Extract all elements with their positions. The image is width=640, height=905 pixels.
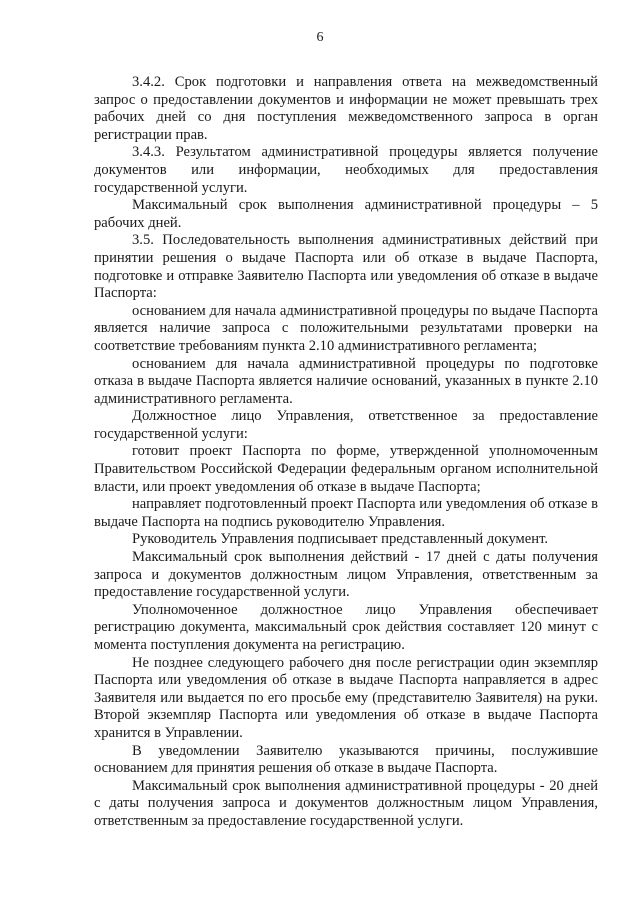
paragraph-basis-issue: основанием для начала административной процедуры по выдаче Паспорта является наличие запроса с положительными результатами проверки на соответствие требованиям пункта 2.10 административного регламента; xyxy=(94,302,598,354)
paragraph-max-term-17-days: Максимальный срок выполнения действий - 17 дней с даты получения запроса и документов должностным лицом Управления, ответственным за предоставление государственной услуги. xyxy=(94,549,598,601)
paragraph-max-term-5-days: Максимальный срок выполнения административной процедуры – 5 рабочих дней. xyxy=(94,197,598,231)
paragraph-basis-refusal: основанием для начала административной процедуры по подготовке отказа в выдаче Паспорта является наличие оснований, указанных в пункте 2.10 административного регламента. xyxy=(94,355,598,407)
paragraph-sends-for-signature: направляет подготовленный проект Паспорта или уведомления об отказе в выдаче Паспорта на подпись руководителю Управления. xyxy=(94,496,598,530)
paragraph-registration: Уполномоченное должностное лицо Управления обеспечивает регистрацию документа, максимальный срок действия составляет 120 минут с момента поступления документа на регистрацию. xyxy=(94,601,598,653)
paragraph-head-signs: Руководитель Управления подписывает представленный документ. xyxy=(132,531,548,548)
paragraph-3-4-2: 3.4.2. Срок подготовки и направления ответа на межведомственный запрос о предоставлении документов и информации не может превышать трех рабочих дней со дня поступления межведомственного запроса в орган регистрации прав. xyxy=(94,74,598,143)
paragraph-3-4-3: 3.4.3. Результатом административной процедуры является получение документов или информации, необходимых для предоставления государственной услуги. xyxy=(94,144,598,196)
paragraph-3-5: 3.5. Последовательность выполнения административных действий при принятии решения о выдаче Паспорта или об отказе в выдаче Паспорта, подготовке и отправке Заявителю Паспорта или уведомления об отказе в выдаче Паспорта: xyxy=(94,232,598,302)
paragraph-max-term-20-days: Максимальный срок выполнения административной процедуры - 20 дней с даты получения запроса и документов должностным лицом Управления, ответственным за предоставление государственной услуги. xyxy=(94,777,598,829)
paragraph-official-responsible: Должностное лицо Управления, ответственное за предоставление государственной услуги: xyxy=(94,408,598,442)
paragraph-prepares-draft: готовит проект Паспорта по форме, утвержденной уполномоченным Правительством Российской Федерации федеральным органом исполнительной власти, или проект уведомления об отказе в выдаче Паспорта; xyxy=(94,443,598,495)
page-number: 6 xyxy=(316,30,324,45)
paragraph-delivery: Не позднее следующего рабочего дня после регистрации один экземпляр Паспорта или уведомления об отказе в выдаче Паспорта направляется в адрес Заявителя или выдается по его просьбе ему (представителю Заявителя) на руки. Второй экземпляр Паспорта или уведомления об отказе в выдаче Паспорта хранится в Управлении. xyxy=(94,654,598,741)
document-body xyxy=(94,74,598,831)
paragraph-notice-reasons: В уведомлении Заявителю указываются причины, послужившие основанием для принятия решения об отказе в выдаче Паспорта. xyxy=(94,742,598,777)
